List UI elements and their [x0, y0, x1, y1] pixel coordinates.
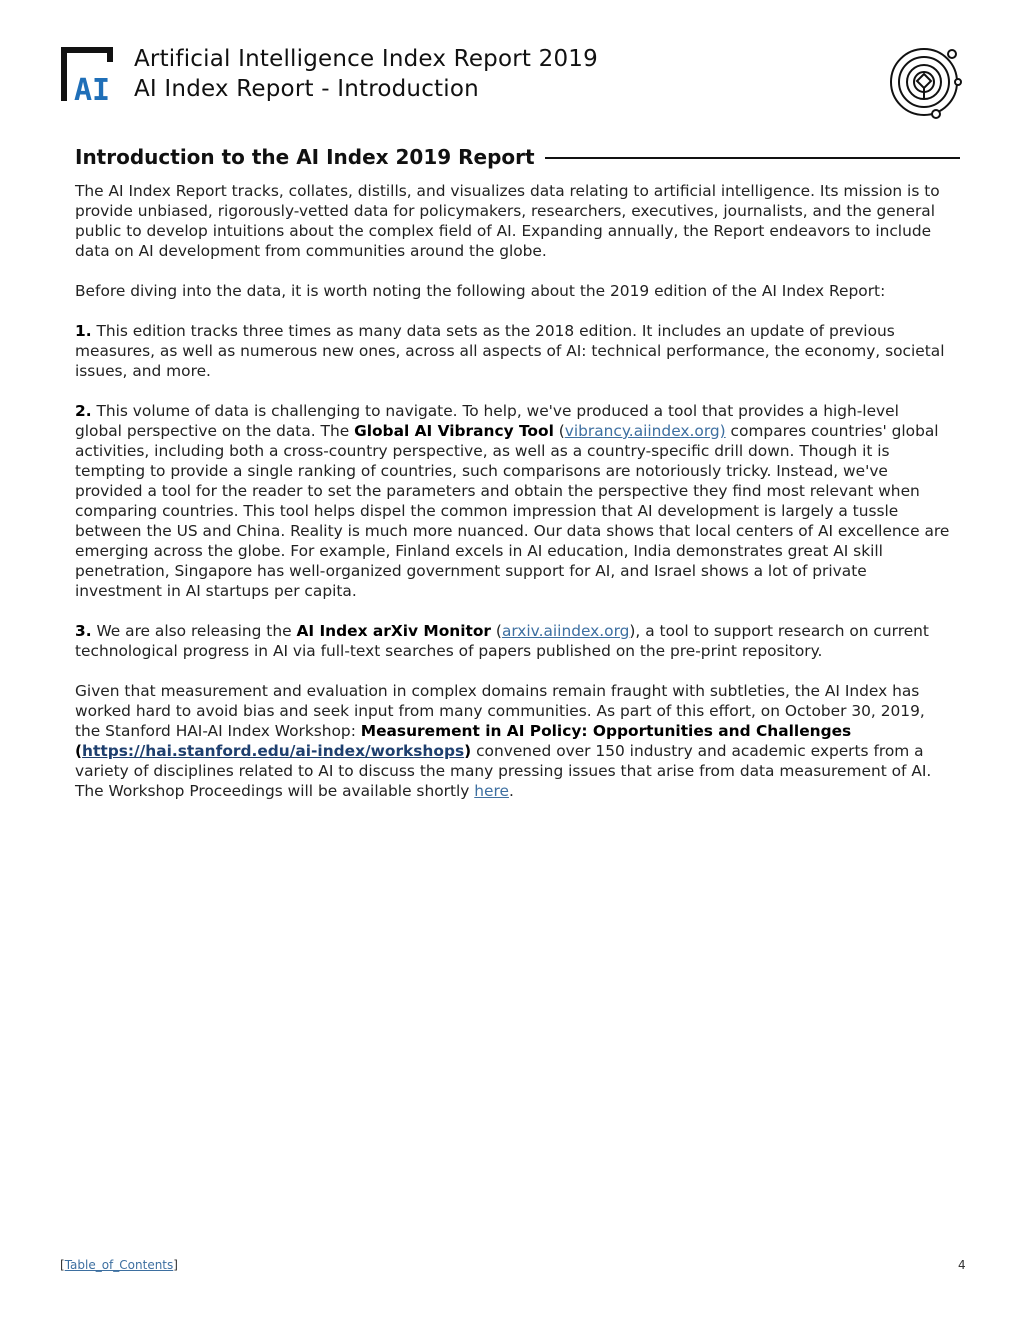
arxiv-monitor-name: AI Index arXiv Monitor	[296, 622, 492, 640]
workshop-paragraph	[75, 681, 950, 801]
arxiv-link[interactable]: arxiv.aiindex.org	[501, 622, 630, 640]
note-text: We are also releasing the	[91, 622, 297, 640]
note-number: 1.	[75, 322, 92, 340]
vibrancy-link[interactable]: vibrancy.aiindex.org)	[564, 422, 726, 440]
note-text: This volume of data is challenging to navigate. To help, we've produced a tool that provides a high-level global perspective on the data. The	[75, 402, 899, 440]
edition-notes-lead: Before diving into the data, it is worth noting the following about the 2019 edition of the AI Index Report:	[75, 282, 886, 300]
vibrancy-tool-name: Global AI Vibrancy Tool	[354, 422, 554, 440]
workshop-link[interactable]: https://hai.stanford.edu/ai-index/workshops	[82, 742, 465, 760]
note-item-2	[75, 401, 950, 601]
period: .	[508, 782, 514, 800]
section-title: Introduction to the AI Index 2019 Report	[75, 145, 535, 169]
logo-text: AI	[74, 73, 111, 102]
note-number: 3.	[75, 622, 92, 640]
section-heading-row	[75, 142, 960, 172]
paren: (	[553, 422, 565, 440]
ai-index-logo	[60, 46, 120, 102]
report-title: Artificial Intelligence Index Report 2019	[134, 46, 598, 72]
heading-divider	[545, 157, 960, 159]
proceedings-here-link[interactable]: here	[474, 782, 509, 800]
page-number: 4	[958, 1258, 966, 1272]
note-item-1	[75, 321, 950, 381]
workshop-text: Given that measurement and evaluation in complex domains remain fraught with subtleties, the AI Index has worked hard to avoid bias and seek input from many communities. As part of this effort, on October 30, 2019, the Stanford HAI-AI Index Workshop:	[75, 682, 925, 740]
note-number: 2.	[75, 402, 92, 420]
paren: (	[491, 622, 502, 640]
note-text: This edition tracks three times as many data sets as the 2018 edition. It includes an update of previous measures, as well as numerous new ones, across all aspects of AI: technical performance, the economy, societal issues, and more.	[75, 322, 945, 380]
report-subtitle: AI Index Report - Introduction	[134, 76, 479, 102]
note-item-3	[75, 621, 950, 661]
page-header	[60, 44, 960, 116]
bracket: ]	[173, 1258, 178, 1272]
workshop-text: convened over 150 industry and academic experts from a variety of disciplines related to AI to discuss the many pressing issues that arise from data measurement of AI. The Workshop Proceedings will be available shortly	[75, 742, 932, 800]
intro-paragraph: The AI Index Report tracks, collates, distills, and visualizes data relating to artificial intelligence. Its mission is to provide unbiased, rigorously-vetted data for policymakers, researchers, executives, journalists, and the general public to develop intuitions about the complex field of AI. Expanding annually, the Report endeavors to include data on AI development from communities around the globe.	[75, 182, 940, 260]
note-text: ), a tool to support research on current technological progress in AI via full-text searches of papers published on the pre-print repository.	[75, 622, 929, 660]
workshop-title-close: )	[464, 742, 472, 760]
table-of-contents-link[interactable]: Table_of_Contents	[64, 1258, 174, 1272]
footer-toc	[60, 1258, 178, 1272]
bracket: [	[60, 1258, 65, 1272]
orbit-emblem-icon	[888, 44, 964, 120]
note-text: compares countries' global activities, including both a cross-country perspective, as well as a country-specific drill down. Though it is tempting to provide a single ranking of countries, such comparisons are notoriously tricky. Instead, we've provided a tool for the reader to set the parameters and obtain the perspective they find most relevant when comparing countries. This tool helps dispel the common impression that AI development is largely a tussle between the US and China. Reality is much more nuanced. Our data shows that local centers of AI excellence are emerging across the globe. For example, Finland excels in AI education, India demonstrates great AI skill penetration, Singapore has well-organized government support for AI, and Israel shows a lot of private investment in AI startups per capita.	[75, 422, 950, 600]
intro-body	[75, 181, 950, 821]
workshop-title: Measurement in AI Policy: Opportunities and Challenges (	[75, 722, 852, 760]
